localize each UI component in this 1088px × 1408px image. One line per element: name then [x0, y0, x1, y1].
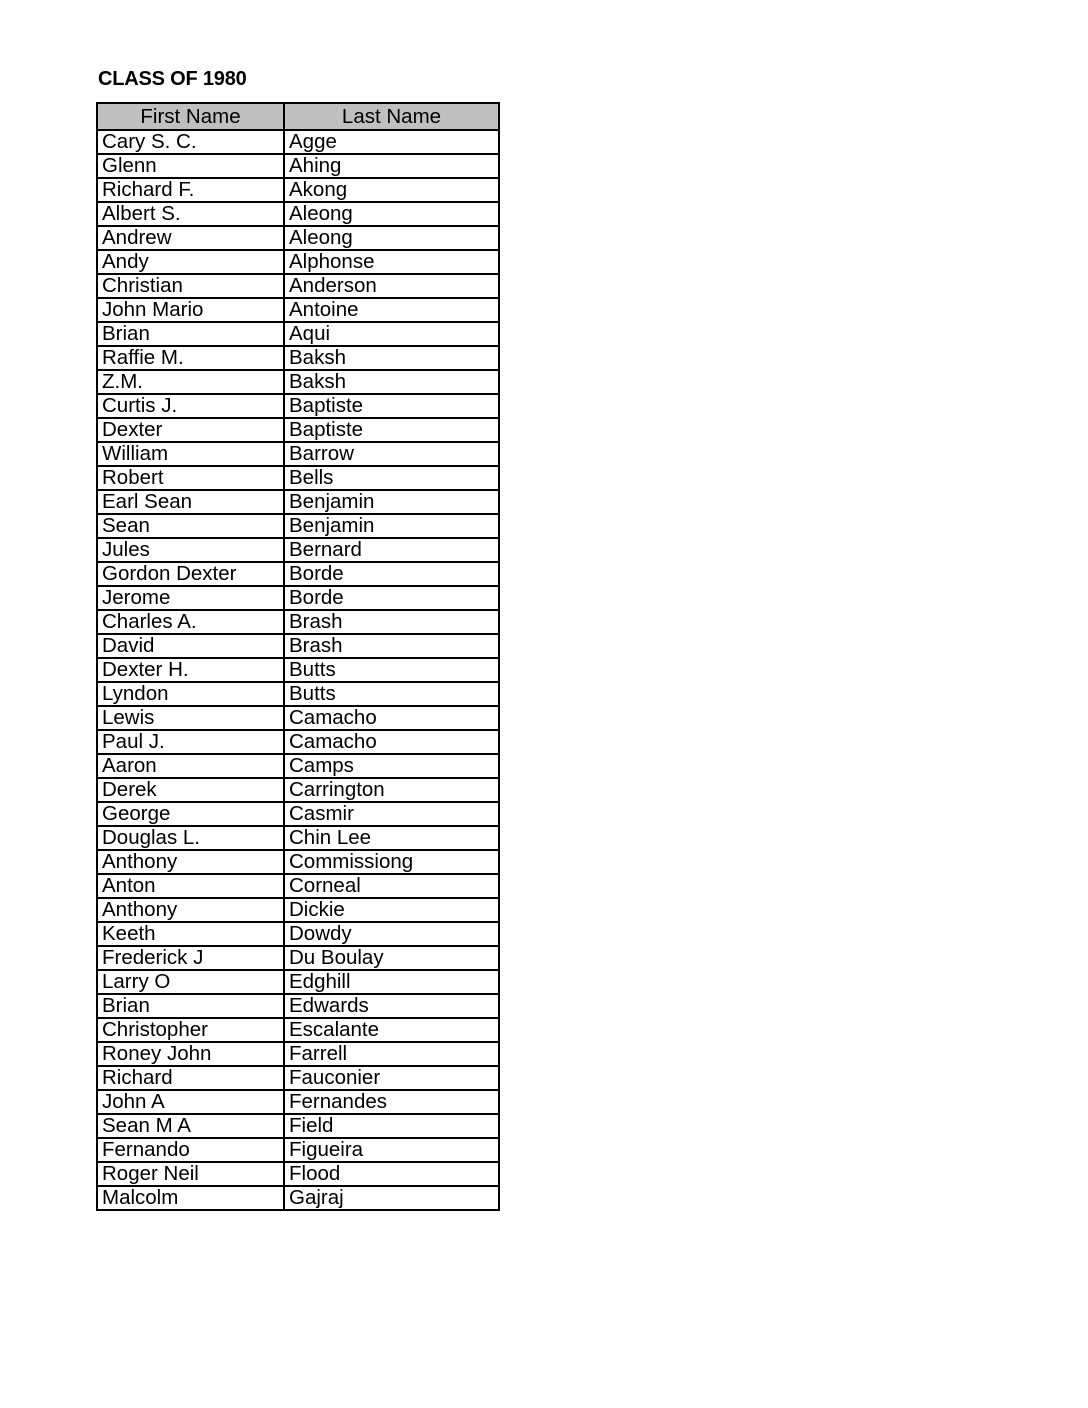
first-name-cell: Lewis [97, 706, 284, 730]
last-name-cell: Agge [284, 130, 499, 154]
table-row [97, 322, 499, 346]
last-name-cell: Figueira [284, 1138, 499, 1162]
last-name-cell: Bernard [284, 538, 499, 562]
table-row [97, 682, 499, 706]
first-name-cell: John Mario [97, 298, 284, 322]
first-name-cell: Christopher [97, 1018, 284, 1042]
last-name-cell: Dowdy [284, 922, 499, 946]
last-name-cell: Brash [284, 610, 499, 634]
last-name-cell: Camacho [284, 706, 499, 730]
table-row [97, 418, 499, 442]
last-name-cell: Anderson [284, 274, 499, 298]
table-row [97, 514, 499, 538]
table-row [97, 490, 499, 514]
last-name-cell: Butts [284, 658, 499, 682]
last-name-cell: Aleong [284, 202, 499, 226]
last-name-cell: Borde [284, 586, 499, 610]
table-row [97, 226, 499, 250]
first-name-cell: Brian [97, 322, 284, 346]
last-name-cell: Baksh [284, 370, 499, 394]
table-row [97, 1186, 499, 1210]
last-name-cell: Escalante [284, 1018, 499, 1042]
table-row [97, 946, 499, 970]
first-name-cell: Derek [97, 778, 284, 802]
table-row [97, 250, 499, 274]
table-row [97, 130, 499, 154]
table-row [97, 898, 499, 922]
first-name-cell: Charles A. [97, 610, 284, 634]
last-name-cell: Benjamin [284, 514, 499, 538]
table-row [97, 154, 499, 178]
first-name-cell: Curtis J. [97, 394, 284, 418]
last-name-cell: Dickie [284, 898, 499, 922]
table-row [97, 874, 499, 898]
first-name-cell: Christian [97, 274, 284, 298]
table-row [97, 970, 499, 994]
last-name-cell: Gajraj [284, 1186, 499, 1210]
last-name-cell: Antoine [284, 298, 499, 322]
table-row [97, 1090, 499, 1114]
column-header-last-name: Last Name [284, 103, 499, 130]
last-name-cell: Edwards [284, 994, 499, 1018]
table-row [97, 730, 499, 754]
first-name-cell: Robert [97, 466, 284, 490]
table-row [97, 178, 499, 202]
column-header-first-name: First Name [97, 103, 284, 130]
first-name-cell: Anthony [97, 898, 284, 922]
last-name-cell: Aleong [284, 226, 499, 250]
table-row [97, 370, 499, 394]
last-name-cell: Commissiong [284, 850, 499, 874]
table-row [97, 826, 499, 850]
first-name-cell: Aaron [97, 754, 284, 778]
table-row [97, 562, 499, 586]
first-name-cell: Sean [97, 514, 284, 538]
table-row [97, 1066, 499, 1090]
table-row [97, 1018, 499, 1042]
roster-table [96, 102, 500, 1211]
table-row [97, 274, 499, 298]
first-name-cell: Keeth [97, 922, 284, 946]
first-name-cell: George [97, 802, 284, 826]
first-name-cell: David [97, 634, 284, 658]
header-row [97, 103, 499, 130]
table-row [97, 202, 499, 226]
page-title: CLASS OF 1980 [98, 68, 247, 90]
first-name-cell: Anton [97, 874, 284, 898]
first-name-cell: William [97, 442, 284, 466]
last-name-cell: Carrington [284, 778, 499, 802]
table-row [97, 1114, 499, 1138]
roster-body [97, 130, 499, 1210]
last-name-cell: Baksh [284, 346, 499, 370]
last-name-cell: Barrow [284, 442, 499, 466]
table-row [97, 706, 499, 730]
table-row [97, 442, 499, 466]
first-name-cell: Andrew [97, 226, 284, 250]
first-name-cell: Raffie M. [97, 346, 284, 370]
table-row [97, 634, 499, 658]
last-name-cell: Edghill [284, 970, 499, 994]
table-row [97, 778, 499, 802]
table-row [97, 1138, 499, 1162]
first-name-cell: Jules [97, 538, 284, 562]
first-name-cell: Roger Neil [97, 1162, 284, 1186]
table-row [97, 1162, 499, 1186]
first-name-cell: Z.M. [97, 370, 284, 394]
last-name-cell: Benjamin [284, 490, 499, 514]
first-name-cell: Lyndon [97, 682, 284, 706]
first-name-cell: Anthony [97, 850, 284, 874]
table-row [97, 802, 499, 826]
first-name-cell: Richard F. [97, 178, 284, 202]
first-name-cell: Paul J. [97, 730, 284, 754]
first-name-cell: Gordon Dexter [97, 562, 284, 586]
table-row [97, 586, 499, 610]
first-name-cell: Dexter H. [97, 658, 284, 682]
last-name-cell: Farrell [284, 1042, 499, 1066]
first-name-cell: Roney John [97, 1042, 284, 1066]
last-name-cell: Fernandes [284, 1090, 499, 1114]
table-row [97, 922, 499, 946]
first-name-cell: Dexter [97, 418, 284, 442]
first-name-cell: Jerome [97, 586, 284, 610]
first-name-cell: Larry O [97, 970, 284, 994]
first-name-cell: Earl Sean [97, 490, 284, 514]
table-row [97, 394, 499, 418]
first-name-cell: Albert S. [97, 202, 284, 226]
last-name-cell: Du Boulay [284, 946, 499, 970]
table-row [97, 538, 499, 562]
last-name-cell: Butts [284, 682, 499, 706]
table-row [97, 610, 499, 634]
table-row [97, 466, 499, 490]
table-row [97, 298, 499, 322]
last-name-cell: Ahing [284, 154, 499, 178]
first-name-cell: Andy [97, 250, 284, 274]
first-name-cell: Glenn [97, 154, 284, 178]
first-name-cell: Frederick J [97, 946, 284, 970]
last-name-cell: Baptiste [284, 394, 499, 418]
table-row [97, 994, 499, 1018]
table-row [97, 658, 499, 682]
last-name-cell: Chin Lee [284, 826, 499, 850]
last-name-cell: Brash [284, 634, 499, 658]
last-name-cell: Camacho [284, 730, 499, 754]
first-name-cell: Richard [97, 1066, 284, 1090]
last-name-cell: Fauconier [284, 1066, 499, 1090]
table-row [97, 346, 499, 370]
last-name-cell: Bells [284, 466, 499, 490]
last-name-cell: Akong [284, 178, 499, 202]
last-name-cell: Corneal [284, 874, 499, 898]
first-name-cell: Sean M A [97, 1114, 284, 1138]
last-name-cell: Flood [284, 1162, 499, 1186]
last-name-cell: Baptiste [284, 418, 499, 442]
last-name-cell: Field [284, 1114, 499, 1138]
last-name-cell: Alphonse [284, 250, 499, 274]
first-name-cell: Malcolm [97, 1186, 284, 1210]
last-name-cell: Camps [284, 754, 499, 778]
first-name-cell: Cary S. C. [97, 130, 284, 154]
table-row [97, 754, 499, 778]
last-name-cell: Aqui [284, 322, 499, 346]
first-name-cell: Brian [97, 994, 284, 1018]
first-name-cell: Fernando [97, 1138, 284, 1162]
first-name-cell: John A [97, 1090, 284, 1114]
first-name-cell: Douglas L. [97, 826, 284, 850]
last-name-cell: Casmir [284, 802, 499, 826]
table-row [97, 1042, 499, 1066]
last-name-cell: Borde [284, 562, 499, 586]
table-row [97, 850, 499, 874]
